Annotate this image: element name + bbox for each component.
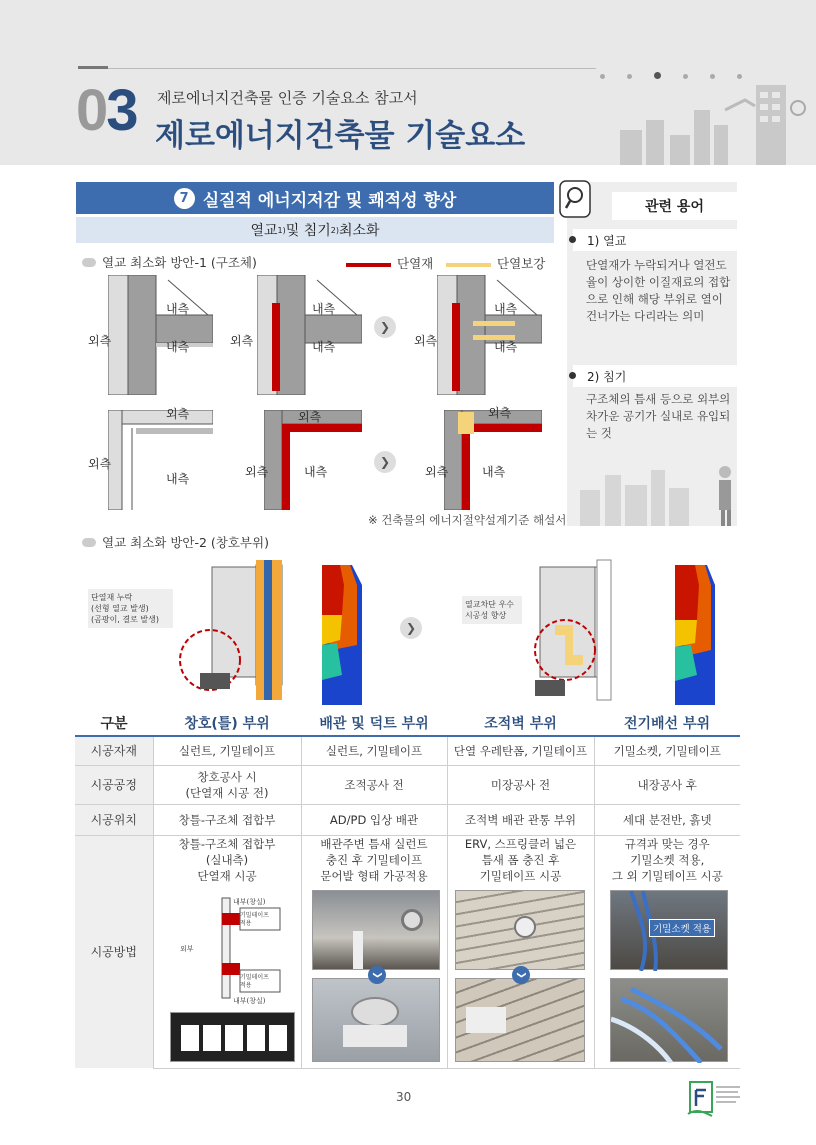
bullet-icon bbox=[82, 258, 96, 267]
label-outside: 외측 bbox=[425, 465, 449, 479]
label-inside: 내측 bbox=[494, 340, 518, 354]
corner-diagram-insulated bbox=[264, 410, 362, 510]
section-title: 실질적 에너지저감 및 쾌적성 향상 bbox=[202, 190, 457, 211]
bullet-icon bbox=[82, 538, 96, 547]
table-cell: 미장공사 전 bbox=[447, 765, 594, 804]
callout-thermal-break: 열교차단 우수 시공성 향상 bbox=[462, 596, 522, 624]
table-row bbox=[75, 835, 740, 885]
wiring-photo-after bbox=[610, 978, 728, 1062]
table-cell: AD/PD 입상 배관 bbox=[301, 804, 447, 835]
label-inside: 내측 bbox=[166, 302, 190, 316]
label-outside: 외측 bbox=[230, 334, 254, 348]
table-cell: 창틀-구조체 접합부 bbox=[153, 804, 301, 835]
chevron-down-icon: ❯ bbox=[368, 966, 386, 984]
col-header-wiring: 전기배선 부위 bbox=[594, 710, 740, 736]
slab-diagram-before bbox=[108, 275, 213, 395]
term-infiltration: 2) 침기 bbox=[573, 365, 737, 387]
next-arrow-icon: ❯ bbox=[374, 451, 396, 473]
table-cell: 배관주변 틈새 실런트 충진 후 기밀테이프 문어발 형태 가공적용 bbox=[301, 835, 447, 885]
col-header-category: 구분 bbox=[75, 710, 153, 736]
table-cell: 규격과 맞는 경우 기밀소켓 적용, 그 외 기밀테이프 시공 bbox=[594, 835, 740, 885]
table-cell: 실런트, 기밀테이프 bbox=[153, 736, 301, 765]
table-cell: 조적공사 전 bbox=[301, 765, 447, 804]
table-cell: 내장공사 후 bbox=[594, 765, 740, 804]
magnifier-icon bbox=[556, 177, 594, 221]
masonry-photo-after bbox=[455, 978, 585, 1062]
label-outside: 외측 bbox=[488, 406, 512, 420]
corner-diagram-reinforced bbox=[444, 410, 542, 510]
col-header-pipe-duct: 배관 및 덕트 부위 bbox=[301, 710, 447, 736]
legend-insulation: 단열재 bbox=[340, 254, 433, 272]
table-cell: 단열 우레탄폼, 기밀테이프 bbox=[447, 736, 594, 765]
related-terms-heading: 관련 용어 bbox=[612, 192, 737, 220]
plan1-heading: 열교 최소화 방안-1 (구조체) bbox=[82, 253, 257, 271]
table-row bbox=[75, 736, 740, 765]
chapter-subtitle: 제로에너지건축물 인증 기술요소 참고서 bbox=[157, 89, 418, 107]
chapter-number: 03 bbox=[76, 78, 137, 143]
next-arrow-icon: ❯ bbox=[374, 316, 396, 338]
source-note: ※ 건축물의 에너지절약설계기준 해설서 bbox=[368, 513, 567, 527]
wiring-photo-before bbox=[610, 890, 728, 970]
label-outside: 외측 bbox=[414, 334, 438, 348]
legend-reinforcement: 단열보강 bbox=[440, 254, 545, 272]
chapter-title: 제로에너지건축물 기술요소 bbox=[155, 118, 526, 154]
table-cell: 창호공사 시 (단열재 시공 전) bbox=[153, 765, 301, 804]
label-inside: 내측 bbox=[312, 340, 336, 354]
footnote-ref-2: 2) bbox=[330, 225, 339, 235]
table-row bbox=[75, 765, 740, 804]
label-outside: 외측 bbox=[88, 334, 112, 348]
term-thermal-bridge: 1) 열교 bbox=[573, 229, 737, 251]
frame-photo bbox=[170, 1012, 295, 1062]
callout-missing-insulation: 단열재 누락 (선형 열교 발생) (곰팡이, 결로 발생) bbox=[88, 589, 173, 628]
table-cell: 세대 분전반, 흙넷 bbox=[594, 804, 740, 835]
detail-label: 기밀테이프 적용 bbox=[240, 912, 269, 927]
label-outside: 외측 bbox=[166, 407, 190, 421]
row-header-process: 시공공정 bbox=[75, 765, 153, 804]
row-header-method: 시공방법 bbox=[75, 835, 153, 1068]
pipe-photo-after bbox=[312, 978, 440, 1062]
slab-diagram-insulated bbox=[257, 275, 362, 395]
table-cell: 조적벽 배관 관통 부위 bbox=[447, 804, 594, 835]
window-detail-before bbox=[172, 555, 372, 705]
window-detail-after bbox=[525, 555, 755, 705]
city-person-illustration bbox=[575, 450, 735, 526]
row-header-materials: 시공자재 bbox=[75, 736, 153, 765]
row-header-location: 시공위치 bbox=[75, 804, 153, 835]
subtitle-infiltration: 및 침기 bbox=[285, 223, 331, 239]
plan2-heading: 열교 최소화 방안-2 (창호부위) bbox=[82, 533, 269, 551]
table-cell: 창틀-구조체 접합부 (실내측) 단열재 시공 bbox=[153, 835, 301, 885]
masonry-photo-before bbox=[455, 890, 585, 970]
detail-label: 외부 bbox=[180, 945, 194, 953]
footnote-ref-1: 1) bbox=[277, 225, 286, 235]
header-progress-dots bbox=[600, 64, 764, 72]
table-cell: 기밀소켓, 기밀테이프 bbox=[594, 736, 740, 765]
subtitle-minimize: 최소화 bbox=[338, 223, 380, 239]
label-outside: 외측 bbox=[245, 465, 269, 479]
section-title-bar bbox=[76, 182, 554, 214]
label-inside: 내측 bbox=[482, 465, 506, 479]
city-skyline-illustration bbox=[610, 80, 810, 165]
table-row bbox=[75, 804, 740, 835]
label-inside: 내측 bbox=[312, 302, 336, 316]
photo-tag-airtight-socket: 기밀소켓 적용 bbox=[649, 919, 715, 937]
term-thermal-bridge-desc: 단열재가 누락되거나 열전도율이 상이한 이질재료의 접합으로 인해 해당 부위로 열이 건너가는 다리라는 의미 bbox=[586, 258, 731, 323]
page-number: 30 bbox=[396, 1090, 412, 1104]
section-subtitle bbox=[76, 217, 554, 243]
detail-label: 내부(창실) bbox=[233, 997, 266, 1005]
label-inside: 내측 bbox=[304, 465, 328, 479]
header-rule bbox=[78, 68, 596, 69]
detail-label: 내부(창실) bbox=[233, 898, 266, 906]
label-outside: 외측 bbox=[298, 410, 322, 424]
label-inside: 내측 bbox=[166, 340, 190, 354]
term-infiltration-desc: 구조체의 틈새 등으로 외부의 차가운 공기가 실내로 유입되는 것 bbox=[586, 392, 731, 440]
label-outside: 외측 bbox=[88, 457, 112, 471]
chevron-down-icon: ❯ bbox=[512, 966, 530, 984]
detail-label: 기밀테이프 적용 bbox=[240, 974, 269, 989]
col-header-window: 창호(틀) 부위 bbox=[153, 710, 301, 736]
corner-diagram-before bbox=[108, 410, 213, 510]
table-cell: ERV, 스프링클러 넓은 틈새 폼 충진 후 기밀테이프 시공 bbox=[447, 835, 594, 885]
pipe-photo-before bbox=[312, 890, 440, 970]
zero-energy-logo bbox=[686, 1078, 746, 1120]
table-cell: 실런트, 기밀테이프 bbox=[301, 736, 447, 765]
label-inside: 내측 bbox=[166, 472, 190, 486]
slab-diagram-reinforced bbox=[437, 275, 542, 395]
subtitle-thermal-bridge: 열교 bbox=[250, 223, 278, 239]
section-number-badge: 7 bbox=[174, 188, 195, 209]
col-header-masonry: 조적벽 부위 bbox=[447, 710, 594, 736]
next-arrow-icon: ❯ bbox=[400, 617, 422, 639]
label-inside: 내측 bbox=[494, 302, 518, 316]
header-rule-accent bbox=[78, 66, 108, 69]
